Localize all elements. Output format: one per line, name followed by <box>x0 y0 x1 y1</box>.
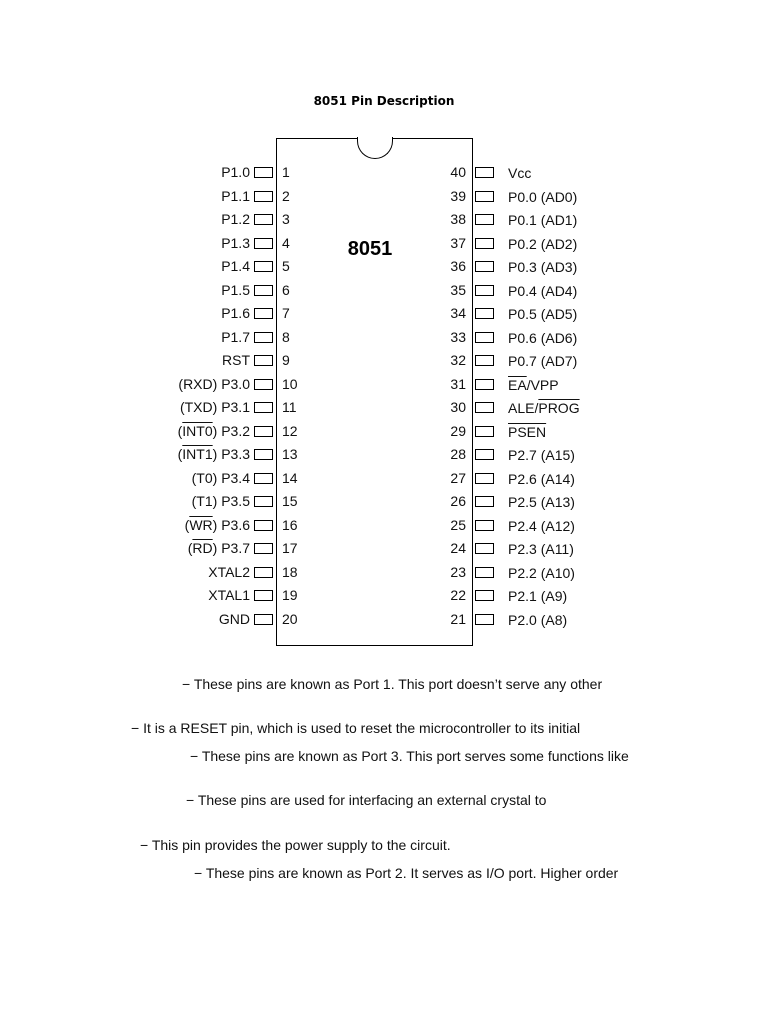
pin-10-lead <box>254 379 273 390</box>
pin-23-label <box>508 565 658 581</box>
pin-32-number: 32 <box>450 352 466 368</box>
pin-33-number: 33 <box>450 328 466 345</box>
pin-39-number: 39 <box>450 187 466 204</box>
pin-31-label <box>508 377 658 393</box>
pin-36-label <box>508 259 658 275</box>
pin-34-number: 34 <box>450 305 466 321</box>
pin-25-label <box>508 518 658 534</box>
pin-label-part: (TXD) <box>179 399 222 415</box>
pin-12-lead <box>254 426 273 437</box>
pin-21-label <box>508 612 658 628</box>
pin-8-label <box>100 329 250 345</box>
pin-2-number: 2 <box>282 187 290 204</box>
pin-3-number: 3 <box>282 211 290 227</box>
pin-label-part: P0.0 (AD0) <box>508 188 578 205</box>
pin-21-number: 21 <box>450 610 466 627</box>
pin-label-overline: PSEN <box>508 423 547 440</box>
pin-label-part: P2.0 (A8) <box>508 611 568 628</box>
pin-label-part: ( <box>184 516 190 533</box>
pin-24-lead <box>475 543 494 554</box>
pin-31-lead <box>475 379 494 390</box>
pin-label-part: (T1) <box>191 493 222 509</box>
pin-label-part: XTAL2 <box>208 563 250 580</box>
pin-label-part: Vcc <box>508 165 532 181</box>
pin-24-number: 24 <box>450 540 466 556</box>
pin-label-part: RST <box>222 352 250 368</box>
pin-26-lead <box>475 496 494 507</box>
pin-label-part: P2.1 (A9) <box>508 588 568 604</box>
pin-36-lead <box>475 261 494 272</box>
pin-25-lead <box>475 520 494 531</box>
pin-label-part: ) P3.2 <box>212 422 250 439</box>
pin-6-number: 6 <box>282 281 290 298</box>
pin-7-number: 7 <box>282 305 290 321</box>
pin-label-part: P3.5 <box>221 493 250 509</box>
pin-22-label <box>508 588 658 604</box>
pin-7-lead <box>254 308 273 319</box>
desc-reset: − It is a RESET pin, which is used to reset the microcontroller to its initial <box>131 720 581 736</box>
pin-22-lead <box>475 590 494 601</box>
pin-31-number: 31 <box>450 375 466 392</box>
pin-2-label <box>100 188 250 204</box>
pin-34-lead <box>475 308 494 319</box>
pin-6-label <box>100 282 250 298</box>
pin-label-part: P3.4 <box>221 469 250 486</box>
pin-label-part: XTAL1 <box>208 587 250 603</box>
pin-label-part: P1.1 <box>221 187 250 204</box>
desc-power: − This pin provides the power supply to the circuit. <box>140 837 451 853</box>
pin-20-lead <box>254 614 273 625</box>
pin-38-number: 38 <box>450 211 466 227</box>
pin-29-label <box>508 424 658 440</box>
pin-37-number: 37 <box>450 234 466 251</box>
pin-label-part: /VPP <box>526 376 559 393</box>
pin-4-number: 4 <box>282 234 290 251</box>
pin-14-number: 14 <box>282 469 298 486</box>
pin-36-number: 36 <box>450 258 466 274</box>
pin-label-part: (RXD) <box>178 375 222 392</box>
pin-35-lead <box>475 285 494 296</box>
pin-label-part: P1.4 <box>221 258 250 274</box>
pin-17-label <box>100 540 250 556</box>
pin-40-label <box>508 165 658 181</box>
pin-27-lead <box>475 473 494 484</box>
pin-13-label <box>100 446 250 462</box>
pin-label-part: P1.7 <box>221 328 250 345</box>
pin-40-number: 40 <box>450 164 466 180</box>
pin-30-label <box>508 400 658 416</box>
pin-30-number: 30 <box>450 399 466 415</box>
pin-40-lead <box>475 167 494 178</box>
pin-label-overline: INT1 <box>182 446 213 462</box>
pin-15-lead <box>254 496 273 507</box>
pin-12-number: 12 <box>282 422 298 439</box>
pin-label-part: ) P3.3 <box>212 446 250 462</box>
pin-14-lead <box>254 473 273 484</box>
pin-12-label <box>100 423 250 439</box>
pin-17-lead <box>254 543 273 554</box>
pin-label-part: P1.0 <box>221 164 250 180</box>
pin-32-label <box>508 353 658 369</box>
pin-13-number: 13 <box>282 446 298 462</box>
pin-35-label <box>508 283 658 299</box>
pin-label-overline: $\overline{WR}$ <box>189 516 213 533</box>
pin-26-label <box>508 494 658 510</box>
pin-11-label <box>100 399 250 415</box>
pin-label-part: P0.6 (AD6) <box>508 329 578 346</box>
pin-39-label <box>508 189 658 205</box>
pin-5-number: 5 <box>282 258 290 274</box>
pin-21-lead <box>475 614 494 625</box>
pin-39-lead <box>475 191 494 202</box>
page-title: 8051 Pin Description <box>313 94 455 108</box>
pin-label-part: P1.6 <box>221 305 250 321</box>
pin-6-lead <box>254 285 273 296</box>
pin-label-part: P0.5 (AD5) <box>508 306 578 322</box>
pin-28-lead <box>475 449 494 460</box>
pin-30-lead <box>475 402 494 413</box>
pin-27-number: 27 <box>450 469 466 486</box>
pin-9-label <box>100 352 250 368</box>
pin-label-part: P3.1 <box>221 399 250 415</box>
pin-5-label <box>100 258 250 274</box>
pin-34-label <box>508 306 658 322</box>
pin-label-part: P1.2 <box>221 211 250 227</box>
pin-label-part: ) P3.6 <box>212 516 250 533</box>
pin-15-label <box>100 493 250 509</box>
pin-label-part: P0.4 (AD4) <box>508 282 578 299</box>
pin-label-part: P1.5 <box>221 281 250 298</box>
pin-14-label <box>100 470 250 486</box>
pin-label-part: P2.2 (A10) <box>508 564 575 581</box>
pin-label-part: P2.6 (A14) <box>508 470 575 487</box>
desc-port3: − These pins are known as Port 3. This port serves some functions like <box>190 748 629 764</box>
pin-33-label <box>508 330 658 346</box>
pin-29-lead <box>475 426 494 437</box>
pin-label-overline: INT0 <box>182 422 213 439</box>
pin-20-number: 20 <box>282 610 298 627</box>
pin-1-lead <box>254 167 273 178</box>
desc-port2: − These pins are known as Port 2. It serves as I/O port. Higher order <box>194 865 619 881</box>
pin-7-label <box>100 305 250 321</box>
pin-18-number: 18 <box>282 563 298 580</box>
pin-24-label <box>508 541 658 557</box>
pin-8-lead <box>254 332 273 343</box>
pin-label-overline: $\overline{RD}$ <box>192 540 213 556</box>
pin-label-part: P0.2 (AD2) <box>508 235 578 252</box>
pin-label-part: GND <box>218 610 250 627</box>
pin-23-number: 23 <box>450 563 466 580</box>
pin-5-lead <box>254 261 273 272</box>
pin-16-label <box>100 517 250 533</box>
pin-label-part: P1.3 <box>221 234 250 251</box>
pin-33-lead <box>475 332 494 343</box>
pin-label-overline: PROG <box>538 400 580 416</box>
pin-29-number: 29 <box>450 422 466 439</box>
pin-label-part: (T0) <box>191 469 222 486</box>
pin-15-number: 15 <box>282 493 298 509</box>
pin-label-part: P3.0 <box>221 375 250 392</box>
pin-2-lead <box>254 191 273 202</box>
pin-8-number: 8 <box>282 328 290 345</box>
pin-4-lead <box>254 238 273 249</box>
pin-label-part: ALE/ <box>508 400 539 416</box>
pin-38-lead <box>475 214 494 225</box>
pin-3-label <box>100 211 250 227</box>
pin-35-number: 35 <box>450 281 466 298</box>
pin-13-lead <box>254 449 273 460</box>
pin-38-label <box>508 212 658 228</box>
pin-28-number: 28 <box>450 446 466 462</box>
pin-18-label <box>100 564 250 580</box>
pin-37-label <box>508 236 658 252</box>
pin-label-part: P2.5 (A13) <box>508 494 575 510</box>
pin-1-label <box>100 164 250 180</box>
pin-label-part: ( <box>177 422 183 439</box>
pin-label-part: ( <box>177 446 183 462</box>
desc-port1: − These pins are known as Port 1. This port doesn’t serve any other <box>182 676 603 692</box>
pin-label-part: P0.7 (AD7) <box>508 353 578 369</box>
pin-27-label <box>508 471 658 487</box>
pin-16-number: 16 <box>282 516 298 533</box>
pin-37-lead <box>475 238 494 249</box>
pin-1-number: 1 <box>282 164 290 180</box>
pin-16-lead <box>254 520 273 531</box>
pin-11-lead <box>254 402 273 413</box>
pin-25-number: 25 <box>450 516 466 533</box>
pin-19-lead <box>254 590 273 601</box>
pin-17-number: 17 <box>282 540 298 556</box>
pin-label-part: P0.3 (AD3) <box>508 259 578 275</box>
pin-20-label <box>100 611 250 627</box>
pin-4-label <box>100 235 250 251</box>
pin-label-part: P2.7 (A15) <box>508 447 575 463</box>
pin-22-number: 22 <box>450 587 466 603</box>
pin-label-part: P2.4 (A12) <box>508 517 575 534</box>
pin-label-part: ( <box>187 540 193 556</box>
pin-label-part: P2.3 (A11) <box>508 541 574 557</box>
desc-crystal: − These pins are used for interfacing an external crystal to <box>186 792 547 808</box>
pin-28-label <box>508 447 658 463</box>
pin-label-part: P0.1 (AD1) <box>508 212 578 228</box>
pin-32-lead <box>475 355 494 366</box>
chip-label: 8051 <box>347 238 393 260</box>
pin-26-number: 26 <box>450 493 466 509</box>
pin-9-lead <box>254 355 273 366</box>
pin-3-lead <box>254 214 273 225</box>
pin-23-lead <box>475 567 494 578</box>
pin-label-overline: $\overline{EA}$ <box>508 376 527 393</box>
pin-19-number: 19 <box>282 587 298 603</box>
pin-10-number: 10 <box>282 375 298 392</box>
pin-18-lead <box>254 567 273 578</box>
pin-10-label <box>100 376 250 392</box>
pin-9-number: 9 <box>282 352 290 368</box>
pin-label-part: ) P3.7 <box>212 540 250 556</box>
pin-11-number: 11 <box>282 399 297 415</box>
pin-19-label <box>100 587 250 603</box>
